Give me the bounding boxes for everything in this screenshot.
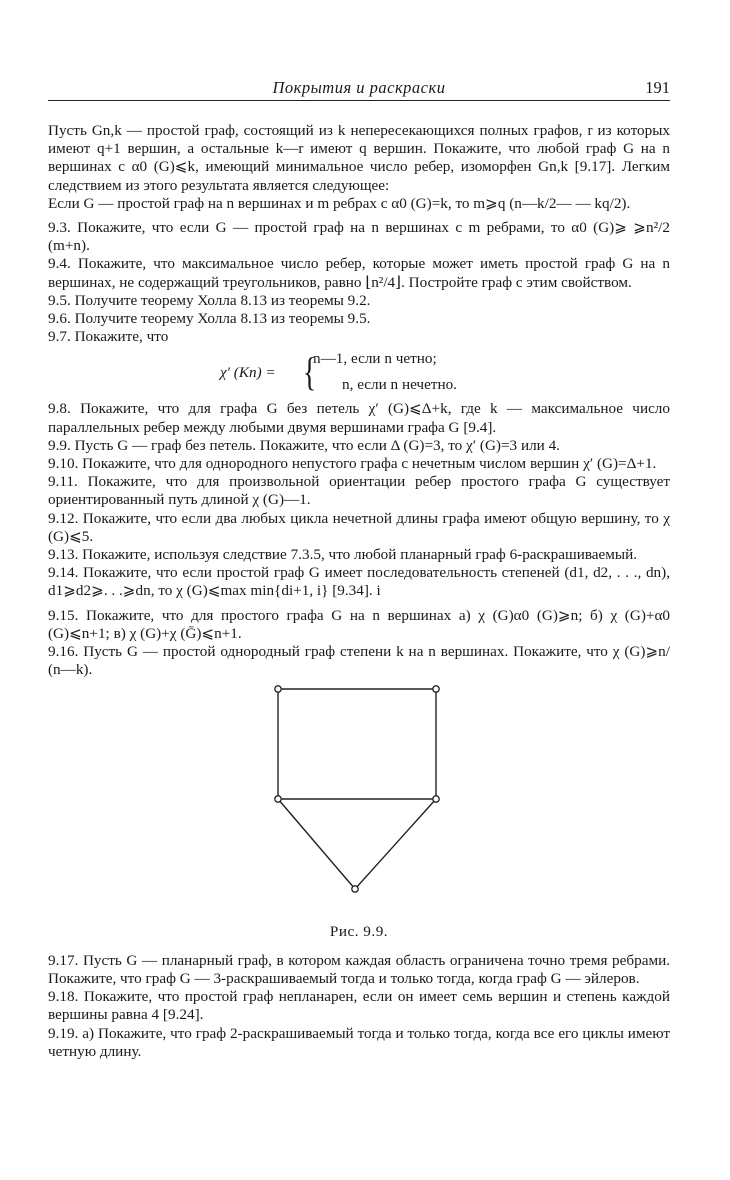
intro-paragraph: Пусть Gn,k — простой граф, состоящий из k непересекающихся полных графов, r из которых имеют q+1 вершин, а остальные k—r имеют q вершин. Покажите, что любой граф G на n вершинах с α0 (G)⩽k, имеющий минимальное число ребер, изоморфен Gn,k [9.17]. Легким следствием из этого результата является следующее:	[48, 122, 670, 194]
exercise-9-18: 9.18. Покажите, что простой граф непланарен, если он имеет семь вершин и степень каждой вершины равна 4 [9.24].	[48, 988, 670, 1024]
exercise-9-19: 9.19. а) Покажите, что граф 2-раскрашиваемый тогда и только тогда, когда все его циклы имеют четную длину.	[48, 1024, 670, 1060]
graph-drawing	[48, 679, 670, 923]
graph-edge	[278, 799, 355, 889]
graph-edge	[355, 799, 436, 889]
formula-case-odd: n, если n нечетно.	[342, 376, 457, 394]
graph-vertex	[275, 796, 281, 802]
figure-caption: Рис. 9.9.	[329, 923, 389, 941]
graph-vertex	[352, 886, 358, 892]
intro-corollary: Если G — простой граф на n вершинах и m ребрах с α0 (G)=k, то m⩾q (n—k/2— — kq/2).	[48, 194, 631, 212]
exercise-9-17: 9.17. Пусть G — планарный граф, в котором каждая область ограничена точно тремя ребрами. Покажите, что граф G — 3-раскрашиваемый тогда и только тогда, когда граф G — эйлеров.	[48, 951, 670, 987]
exercise-9-4: 9.4. Покажите, что максимальное число ребер, которые может иметь простой граф G на n вершинах, не содержащий треугольников, равно ⌊n²/4⌋. Постройте граф с этим свойством.	[48, 255, 670, 291]
exercise-9-12: 9.12. Покажите, что если два любых цикла нечетной длины графа имеют общую вершину, то χ (G)⩽5.	[48, 509, 670, 545]
formula-lhs: χ′ (Kn) =	[220, 364, 276, 382]
figure-9-9	[48, 679, 670, 923]
running-header	[48, 78, 670, 101]
page-body	[48, 122, 670, 1061]
formula-brace: {	[302, 349, 317, 395]
graph-vertex	[275, 686, 281, 692]
exercise-9-9: 9.9. Пусть G — граф без петель. Покажите, что если Δ (G)=3, то χ′ (G)=3 или 4.	[48, 436, 560, 454]
page-number: 191	[645, 78, 670, 97]
formula-chromatic-index-kn	[48, 348, 670, 398]
exercise-9-5: 9.5. Получите теорему Холла 8.13 из теоремы 9.2.	[48, 291, 371, 309]
exercise-9-8: 9.8. Покажите, что для графа G без петель χ′ (G)⩽Δ+k, где k — максимальное число параллельных ребер между любыми двумя вершинами графа G [9.4].	[48, 400, 670, 436]
exercise-9-10: 9.10. Покажите, что для однородного непустого графа с нечетным числом вершин χ′ (G)=Δ+1.	[48, 455, 657, 473]
exercise-9-16: 9.16. Пусть G — простой однородный граф степени k на n вершинах. Покажите, что χ (G)⩾n/ (n—k).	[48, 643, 670, 679]
graph-vertex	[433, 686, 439, 692]
exercise-9-13: 9.13. Покажите, используя следствие 7.3.5, что любой планарный граф 6-раскрашиваемый.	[48, 546, 638, 564]
exercise-9-7: 9.7. Покажите, что	[48, 328, 169, 346]
exercise-9-6: 9.6. Получите теорему Холла 8.13 из теоремы 9.5.	[48, 310, 371, 328]
exercise-9-14: 9.14. Покажите, что если простой граф G имеет последовательность степеней (d1, d2, . . ., dn), d1⩾d2⩾. . .⩾dn, то χ (G)⩽max min{di+1, i} [9.34]. i	[48, 564, 670, 600]
graph-vertex	[433, 796, 439, 802]
running-title: Покрытия и раскраски	[272, 78, 446, 97]
formula-case-even: n—1, если n четно;	[313, 350, 437, 368]
exercise-9-3: 9.3. Покажите, что если G — простой граф на n вершинах с m ребрами, то α0 (G)⩾ ⩾n²/2 (m+n).	[48, 219, 670, 255]
exercise-9-15: 9.15. Покажите, что для простого графа G на n вершинах а) χ (G)α0 (G)⩾n; б) χ (G)+α0 (G)⩽n+1; в) χ (G)+χ (Ḡ)⩽n+1.	[48, 606, 670, 642]
exercise-9-11: 9.11. Покажите, что для произвольной ориентации ребер простого графа G существует ориентированный путь длиной χ (G)—1.	[48, 473, 670, 509]
